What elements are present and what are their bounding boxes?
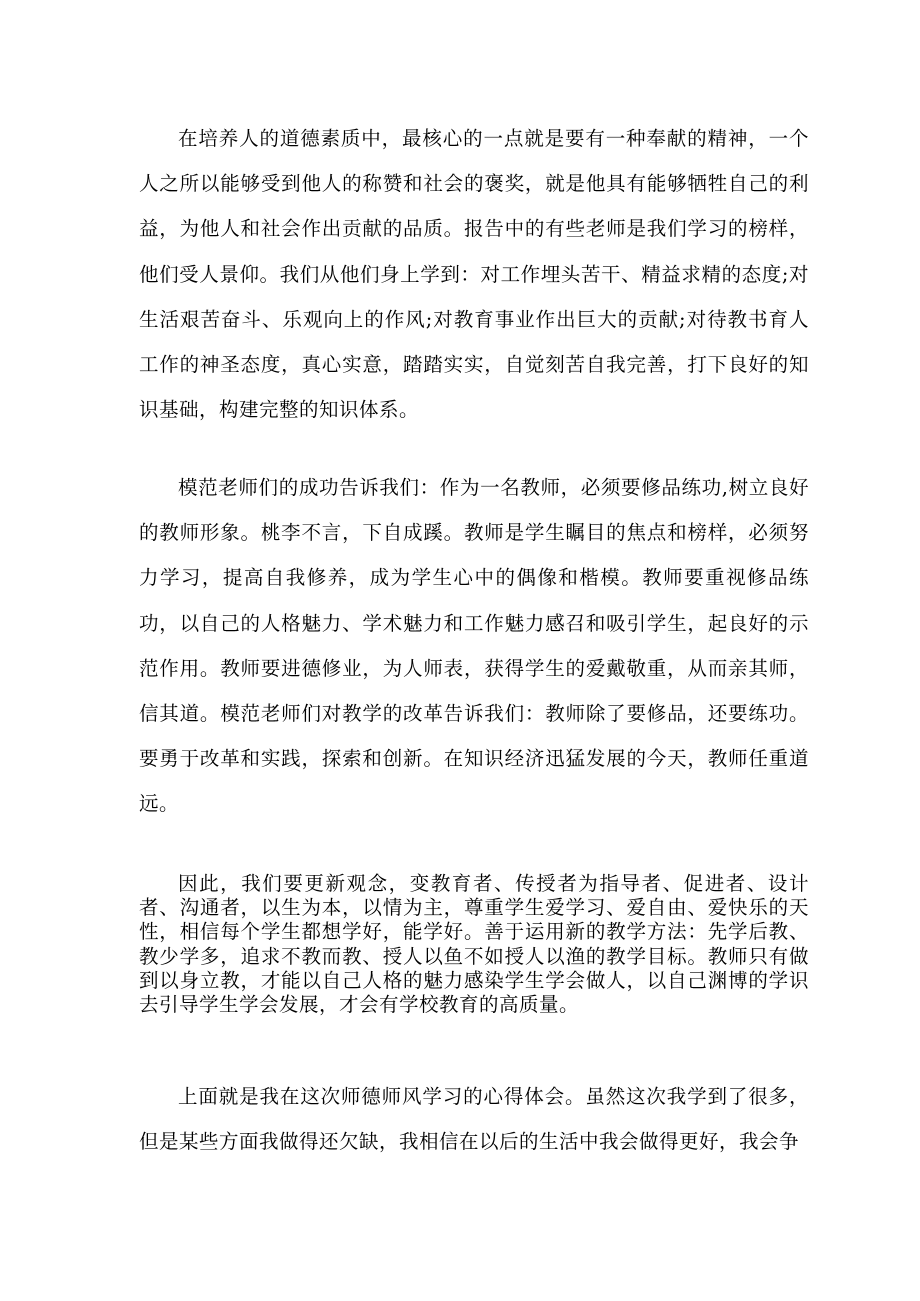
paragraph-dedication: 在培养人的道德素质中，最核心的一点就是要有一种奉献的精神，一个人之所以能够受到他人的称赞和社会的褒奖，就是他具有能够牺牲自己的利益，为他人和社会作出贡献的品质。报告中的有些老师是我们学习的榜样，他们受人景仰。我们从他们身上学到：对工作埋头苦干、精益求精的态度;对生活艰苦奋斗、乐观向上的作风;对教育事业作出巨大的贡献;对待教书育人工作的神圣态度，真心实意，踏踏实实，自觉刻苦自我完善，打下良好的知识基础，构建完整的知识体系。 — [139, 127, 809, 422]
paragraph-conclusion: 上面就是我在这次师德师风学习的心得体会。虽然这次我学到了很多，但是某些方面我做得还欠缺，我相信在以后的生活中我会做得更好，我会争 — [139, 1085, 809, 1154]
paragraph-model-teachers: 模范老师们的成功告诉我们：作为一名教师，必须要修品练功,树立良好的教师形象。桃李不言，下自成蹊。教师是学生瞩目的焦点和榜样，必须努力学习，提高自我修养，成为学生心中的偶像和楷模。教师要重视修品练功，以自己的人格魅力、学术魅力和工作魅力感召和吸引学生，起良好的示范作用。教师要进德修业，为人师表，获得学生的爱戴敬重，从而亲其师，信其道。模范老师们对教学的改革告诉我们：教师除了要修品，还要练功。要勇于改革和实践，探索和创新。在知识经济迅猛发展的今天，教师任重道远。 — [139, 476, 809, 816]
paragraph-new-concepts: 因此，我们要更新观念，变教育者、传授者为指导者、促进者、设计者、沟通者，以生为本，以情为主，尊重学生爱学习、爱自由、爱快乐的天性，相信每个学生都想学好，能学好。善于运用新的教学方法：先学后教、教少学多，追求不教而教、授人以鱼不如授人以渔的教学目标。教师只有做到以身立教，才能以自己人格的魅力感染学生学会做人，以自己渊博的学识去引导学生学会发展，才会有学校教育的高质量。 — [139, 872, 809, 1017]
